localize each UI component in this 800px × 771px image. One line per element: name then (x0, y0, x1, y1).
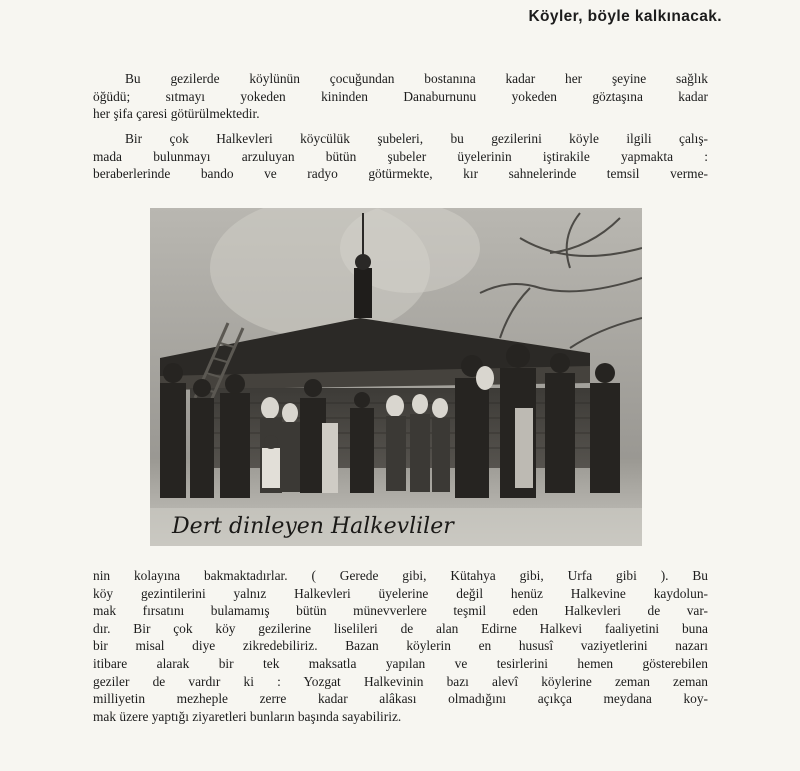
village-photograph (150, 208, 642, 546)
text-line: her şifa çaresi götürülmektedir. (93, 106, 260, 122)
text-line: köy gezintilerini yalnız Halkevleri üyelerine değil henüz Halkevine kaydolun- (93, 585, 708, 601)
text-line: milliyetin mezheple zerre kadar alâkası olmadığını açıkça meydana koy- (93, 691, 708, 707)
paragraph-2 (93, 130, 708, 183)
text-line: itibare alarak bir tek maksatla yapılan ve tesirlerini hemen gösterebilen (93, 655, 708, 671)
text-line: mak fırsatını bulamamış bütün münevverlere teşmil eden Halkevleri de var- (93, 603, 708, 619)
paragraph-1 (93, 70, 708, 123)
text-line: bir misal diye zikredebiliriz. Bazan köylerin en hususî vaziyetlerini nazarı (93, 638, 708, 654)
text-line: mada bulunmayı arzuluyan bütün şubeler üyelerinin iştirakile yapmakta : (93, 148, 708, 164)
text-line: mak üzere yaptığı ziyaretleri bunların başında sayabiliriz. (93, 708, 402, 724)
text-line: Bu gezilerde köylünün çocuğundan bostanına kadar her şeyine sağlık (125, 71, 708, 86)
text-line: nin kolayına bakmaktadırlar. ( Gerede gibi, Kütahya gibi, Urfa gibi ). Bu (93, 568, 708, 583)
paragraph-3 (93, 567, 708, 725)
photo-caption: Dert dinleyen Halkevliler (172, 514, 454, 539)
text-line: öğüdü; sıtmayı yokeden kininden Danaburnunu yokeden göztaşına kadar (93, 88, 708, 104)
text-line: dır. Bir çok köy gezilerine liselileri de alan Edirne Halkevi faaliyetini buna (93, 620, 708, 636)
text-line: Bir çok Halkevleri köycülük şubeleri, bu gezilerini köyle ilgili çalış- (125, 131, 708, 146)
running-header-title: Köyler, böyle kalkınacak. (528, 8, 722, 25)
photo-illustration (150, 208, 642, 546)
text-line: geziler de vardır ki : Yozgat Halkevinin bazı alevî köylerine zeman zeman (93, 673, 708, 689)
text-line: beraberlerinde bando ve radyo götürmekte, kır sahnelerinde temsil verme- (93, 166, 708, 182)
